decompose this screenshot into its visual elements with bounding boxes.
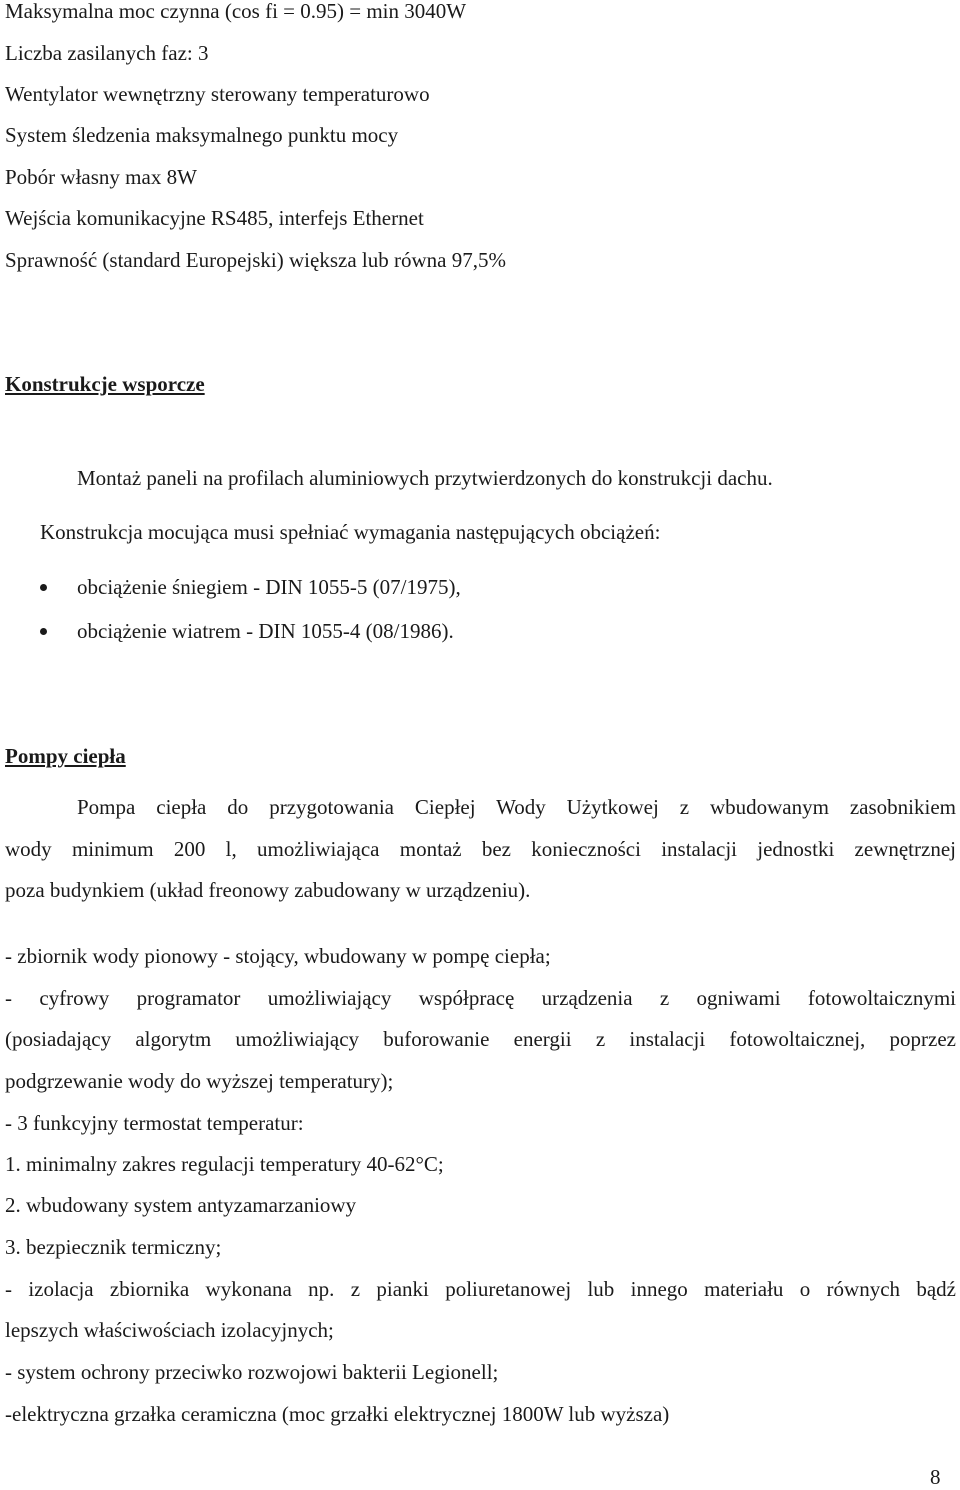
pompy-item-temp-range: 1. minimalny zakres regulacji temperatury 40-62°C;: [5, 1152, 444, 1176]
pompy-intro-line-1: Pompa ciepła do przygotowania Ciepłej Wody Użytkowej z wbudowanym zasobnikiem: [77, 795, 956, 819]
section-heading-konstrukcje: Konstrukcje wsporcze: [5, 372, 205, 396]
pompy-item-insulation: - izolacja zbiornika wykonana np. z pianki poliuretanowej lub innego materiału o równych bądź: [5, 1277, 956, 1301]
konstrukcje-paragraph-1: Montaż paneli na profilach aluminiowych przytwierdzonych do konstrukcji dachu.: [77, 466, 773, 490]
bullet-item-snow-load: obciążenie śniegiem - DIN 1055-5 (07/1975),: [77, 575, 461, 599]
pompy-item-programmer-cont: (posiadający algorytm umożliwiający buforowanie energii z instalacji fotowoltaicznej, poprzez: [5, 1027, 956, 1051]
pompy-item-programmer-end: podgrzewanie wody do wyższej temperatury);: [5, 1069, 394, 1093]
spec-max-power: Maksymalna moc czynna (cos fi = 0.95) = min 3040W: [5, 0, 467, 23]
pompy-item-thermal-fuse: 3. bezpiecznik termiczny;: [5, 1235, 222, 1259]
page-number: 8: [930, 1465, 941, 1489]
pompy-item-thermostat: - 3 funkcyjny termostat temperatur:: [5, 1111, 304, 1135]
pompy-item-tank: - zbiornik wody pionowy - stojący, wbudowany w pompę ciepła;: [5, 944, 551, 968]
pompy-item-programmer: - cyfrowy programator umożliwiający współpracę urządzenia z ogniwami fotowoltaicznymi: [5, 986, 956, 1010]
spec-fan: Wentylator wewnętrzny sterowany temperaturowo: [5, 82, 430, 106]
spec-self-consumption: Pobór własny max 8W: [5, 165, 197, 189]
konstrukcje-paragraph-2: Konstrukcja mocująca musi spełniać wymagania następujących obciążeń:: [40, 520, 661, 544]
spec-mppt: System śledzenia maksymalnego punktu mocy: [5, 123, 399, 147]
pompy-item-heater: -elektryczna grzałka ceramiczna (moc grzałki elektrycznej 1800W lub wyższa): [5, 1402, 670, 1426]
bullet-dot-icon: [40, 628, 47, 635]
section-heading-pompy: Pompy ciepła: [5, 744, 126, 768]
pompy-item-legionella: - system ochrony przeciwko rozwojowi bakterii Legionell;: [5, 1360, 499, 1384]
pompy-intro-line-3: poza budynkiem (układ freonowy zabudowany w urządzeniu).: [5, 878, 531, 902]
spec-communication: Wejścia komunikacyjne RS485, interfejs Ethernet: [5, 206, 424, 230]
spec-phases: Liczba zasilanych faz: 3: [5, 41, 209, 65]
spec-efficiency: Sprawność (standard Europejski) większa lub równa 97,5%: [5, 248, 506, 272]
pompy-item-antifreeze: 2. wbudowany system antyzamarzaniowy: [5, 1193, 357, 1217]
pompy-item-insulation-cont: lepszych właściwościach izolacyjnych;: [5, 1318, 334, 1342]
pompy-intro-line-2: wody minimum 200 l, umożliwiająca montaż bez konieczności instalacji jednostki zewnętrznej: [5, 837, 956, 861]
bullet-dot-icon: [40, 584, 47, 591]
bullet-item-wind-load: obciążenie wiatrem - DIN 1055-4 (08/1986).: [77, 619, 454, 643]
